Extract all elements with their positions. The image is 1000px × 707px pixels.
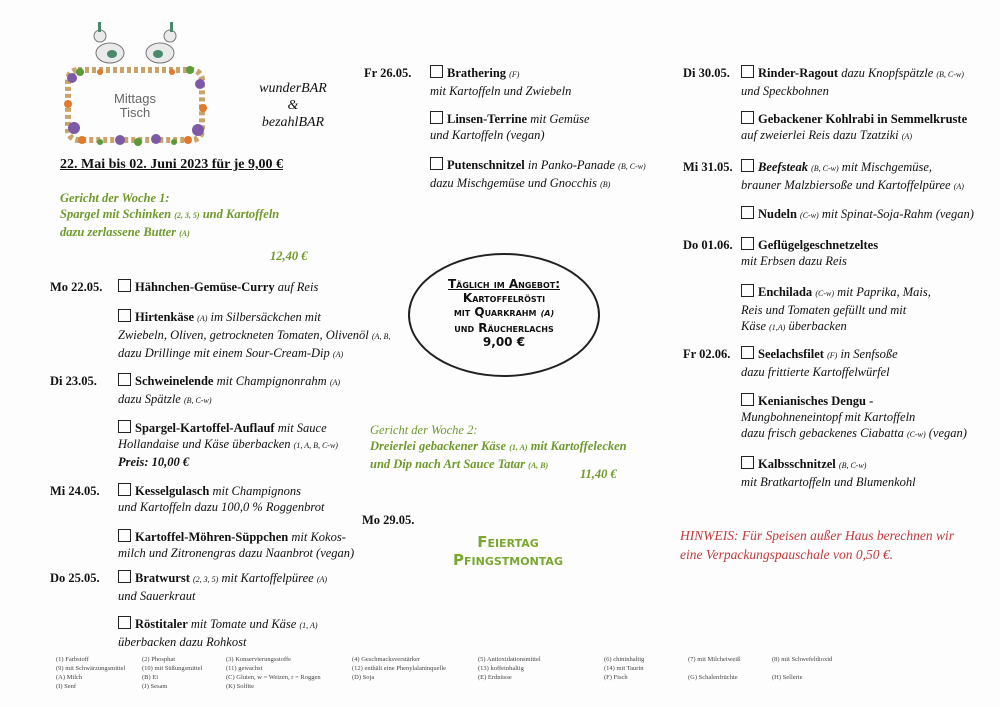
dish-kenianisches-dengu: Kenianisches Dengu - Mungbohneneintopf mit Kartoffeln dazu frisch gebackenes Ciabatta (C-w) (vegan) <box>741 394 967 440</box>
dish-putenschnitzel: Putenschnitzel in Panko-Panade (B, C-w) dazu Mischgemüse und Gnocchis (B) <box>430 158 646 190</box>
week2-price: 11,40 € <box>580 467 617 481</box>
checkbox[interactable] <box>118 279 131 292</box>
dish-nudeln: Nudeln (C-w) mit Spinat-Soja-Rahm (vegan) <box>741 206 974 224</box>
checkbox[interactable] <box>118 529 131 542</box>
checkbox[interactable] <box>741 111 754 124</box>
checkbox[interactable] <box>430 157 443 170</box>
checkbox[interactable] <box>741 456 754 469</box>
checkbox[interactable] <box>741 237 754 250</box>
dish-rinder-ragout: Rinder-Ragout dazu Knopfspätzle (B, C-w) und Speckbohnen <box>741 66 964 98</box>
checkbox[interactable] <box>118 420 131 433</box>
dish-schweinelende: Schweinelende mit Champignonrahm (A) dazu Spätzle (B, C-w) <box>118 374 341 406</box>
week1-line2: dazu zerlassene Butter <box>60 225 176 239</box>
day-mo-22-05: Mo 22.05. <box>50 280 103 294</box>
daily-offer-title: Täglich im Angebot: <box>447 277 561 291</box>
day-fr-26-05: Fr 26.05. <box>364 66 412 80</box>
checkbox[interactable] <box>118 616 131 629</box>
dish-roestitaler: Röstitaler mit Tomate und Käse (1, A) überbacken dazu Rohkost <box>118 617 318 649</box>
day-do-25-05: Do 25.05. <box>50 571 100 585</box>
holiday-note: Feiertag Pfingstmontag <box>453 533 563 569</box>
dish-of-week-1 <box>60 190 279 242</box>
week1-label: Gericht der Woche 1: <box>60 191 170 205</box>
checkbox[interactable] <box>430 65 443 78</box>
dish-enchilada: Enchilada (C-w) mit Paprika, Mais, Reis und Tomaten gefüllt und mit Käse (1,A) überbacken <box>741 285 931 333</box>
day-di-23-05: Di 23.05. <box>50 374 97 388</box>
daily-offer-line3: mit Quarkrahm <box>453 305 537 319</box>
week1-codes: (2, 3, 5) <box>174 211 200 220</box>
daily-offer-line4: und Räucherlachs <box>454 321 554 335</box>
dish-kohlrabi: Gebackener Kohlrabi in Semmelkruste auf zweierlei Reis dazu Tzatziki (A) <box>741 112 968 142</box>
checkbox[interactable] <box>741 284 754 297</box>
dish-kesselgulasch: Kesselgulasch mit Champignons und Kartoffeln dazu 100,0 % Roggenbrot <box>118 484 325 514</box>
dish-spargel-auflauf: Spargel-Kartoffel-Auflauf mit Sauce Hollandaise und Käse überbacken (1, A, B, C-w) Preis: 10,00 € <box>118 421 338 469</box>
checkbox[interactable] <box>741 159 754 172</box>
dish-price: Preis: 10,00 € <box>118 455 190 469</box>
week2-label: Gericht der Woche 2: <box>370 423 478 437</box>
checkbox[interactable] <box>118 570 131 583</box>
checkbox[interactable] <box>118 483 131 496</box>
dish-bratwurst: Bratwurst (2, 3, 5) mit Kartoffelpüree (A) und Sauerkraut <box>118 571 328 603</box>
day-do-01-06: Do 01.06. <box>683 238 733 252</box>
slogan-line-1: wunderBAR <box>259 81 327 96</box>
week1-line1b: und Kartoffeln <box>202 207 280 221</box>
dish-hirtenkaese: Hirtenkäse (A) im Silbersäckchen mit Zwiebeln, Oliven, getrockneten Tomaten, Olivenöl (A, B, dazu Drillinge mit einem Sour-Cream-Dip (A) <box>118 310 391 360</box>
checkbox[interactable] <box>741 393 754 406</box>
slogan-line-2: & <box>287 98 299 113</box>
dish-beefsteak: Beefsteak (B, C-w) mit Mischgemüse, brauner Malzbiersoße und Kartoffelpüree (A) <box>741 160 964 192</box>
checkbox[interactable] <box>430 111 443 124</box>
daily-offer-line2: Kartoffelrösti <box>462 291 546 305</box>
daily-offer-oval: Täglich im Angebot: Kartoffelrösti mit Quarkrahm (A) und Räucherlachs 9,00 € <box>408 253 600 377</box>
period-heading: 22. Mai bis 02. Juni 2023 für je 9,00 € <box>60 157 283 172</box>
checkbox[interactable] <box>741 346 754 359</box>
dish-of-week-2: Gericht der Woche 2: Dreierlei gebackener Käse (1, A) mit Kartoffelecken und Dip nach Art Sauce Tatar (A, B) <box>370 423 627 471</box>
dish-haehnchen-curry: Hähnchen-Gemüse-Curry auf Reis <box>118 279 318 295</box>
week1-line1: Spargel mit Schinken <box>60 207 172 221</box>
dish-seelachsfilet: Seelachsfilet (F) in Senfsoße dazu frittierte Kartoffelwürfel <box>741 347 898 379</box>
day-mi-24-05: Mi 24.05. <box>50 484 100 498</box>
checkbox[interactable] <box>741 65 754 78</box>
week1-codes-2: (A) <box>179 229 190 238</box>
dish-brathering: Brathering (F) mit Kartoffeln und Zwiebeln <box>430 66 572 98</box>
daily-offer-price: 9,00 € <box>482 335 526 349</box>
day-fr-02-06: Fr 02.06. <box>683 347 731 361</box>
checkbox[interactable] <box>741 206 754 219</box>
day-mi-31-05: Mi 31.05. <box>683 160 733 174</box>
dish-linsen-terrine: Linsen-Terrine mit Gemüse und Kartoffeln (vegan) <box>430 112 590 142</box>
day-mo-29-05: Mo 29.05. <box>362 513 415 527</box>
slogan-line-3: bezahlBAR <box>261 115 325 130</box>
day-di-30-05: Di 30.05. <box>683 66 730 80</box>
week1-price: 12,40 € <box>270 249 308 263</box>
logo-text-1: Mittags <box>114 91 156 106</box>
checkbox[interactable] <box>118 309 131 322</box>
packaging-notice: HINWEIS: Für Speisen außer Haus berechnen wir eine Verpackungspauschale von 0,50 €. <box>680 528 954 562</box>
checkbox[interactable] <box>118 373 131 386</box>
dish-kalbsschnitzel: Kalbsschnitzel (B, C-w) mit Bratkartoffeln und Blumenkohl <box>741 457 916 489</box>
dish-gefluegelgeschnetzeltes: Geflügelgeschnetzeltes mit Erbsen dazu Reis <box>741 238 879 268</box>
logo-graphic <box>60 18 210 146</box>
slogan <box>248 80 338 131</box>
logo-text-2: Tisch <box>119 105 151 120</box>
logo <box>60 18 210 146</box>
dish-kartoffel-moehren-sueppchen: Kartoffel-Möhren-Süppchen mit Kokos- milch und Zitronengras dazu Naanbrot (vegan) <box>118 530 355 560</box>
